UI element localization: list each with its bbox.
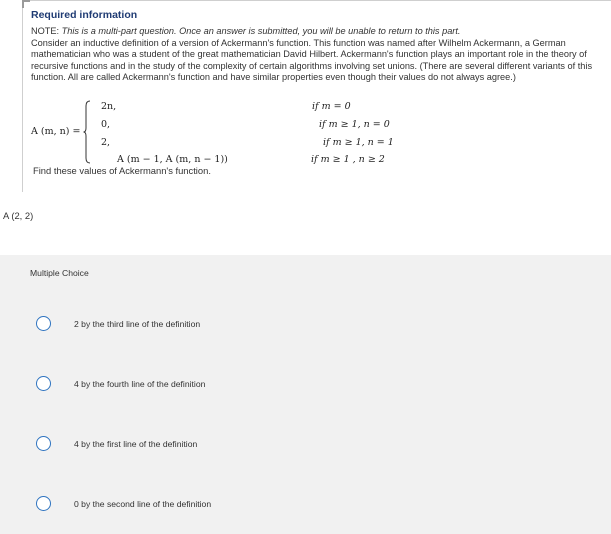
option-1-radio[interactable] [36,316,51,331]
option-4[interactable] [0,482,611,526]
prompt-text: Find these values of Ackermann's function. [33,165,211,176]
option-4-label: 0 by the second line of the definition [74,499,212,509]
case-1-value: 2n, [101,101,117,112]
question-label: A (2, 2) [3,210,34,221]
note-label: NOTE: [31,26,60,36]
case-2-condition: if m ≥ 1, n = 0 [319,119,390,130]
multiple-choice-label: Multiple Choice [30,268,89,278]
case-1-condition: if m = 0 [312,101,351,112]
case-4-condition: if m ≥ 1 , n ≥ 2 [311,154,385,165]
case-2-value: 0, [101,119,111,130]
option-4-radio[interactable] [36,496,51,511]
option-2-label: 4 by the fourth line of the definition [74,379,206,389]
option-3-label: 4 by the first line of the definition [74,439,198,449]
note-text [31,26,603,84]
required-information-title: Required information [31,9,138,21]
option-2-radio[interactable] [36,376,51,391]
case-4-value: A (m − 1, A (m, n − 1)) [117,154,228,165]
note-italic: This is a multi-part question. Once an answer is submitted, you will be unable to return to this part. [61,26,461,36]
option-3-radio[interactable] [36,436,51,451]
option-2[interactable] [0,362,611,406]
option-1[interactable] [0,302,611,346]
definition-brace [83,100,91,164]
option-1-label: 2 by the third line of the definition [74,319,201,329]
case-3-condition: if m ≥ 1, n = 1 [323,137,394,148]
case-3-value: 2, [101,137,111,148]
definition-lhs: A (m, n) = [31,126,81,137]
info-box-corner [22,0,30,8]
ackermann-description: Consider an inductive definition of a version of Ackermann's function. This function was named after Wilhelm Ackermann, a German mathematician who was a student of the great mathematician David Hilbert. Ackermann's function plays an important role in the theory of recursive functions and in the study of the complexity of certain algorithms involving set unions. (There are several different variants of this function. All are called Ackermann's function and have similar properties even though their values do not always agree.) [31,37,593,83]
option-3[interactable] [0,422,611,466]
